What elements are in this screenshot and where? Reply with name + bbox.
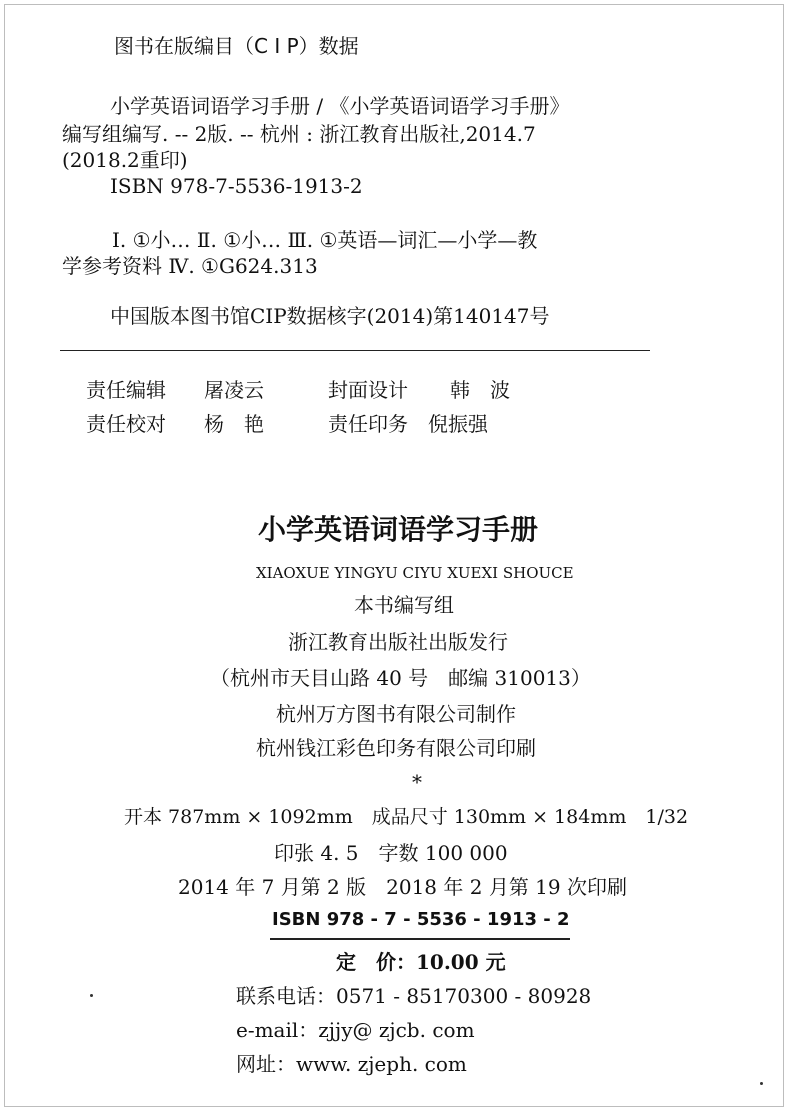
cip-isbn: ISBN 978-7-5536-1913-2: [110, 174, 363, 198]
editor-name: 屠凌云: [204, 378, 264, 402]
cover-design-label: 封面设计: [328, 378, 408, 402]
contact-phone: 联系电话：0571 - 85170300 - 80928: [236, 984, 592, 1008]
proofreader-label: 责任校对: [86, 412, 166, 436]
publisher: 浙江教育出版社出版发行: [288, 630, 508, 654]
print-manager-name: 倪振强: [428, 412, 488, 436]
price: 定 价：10.00 元: [336, 950, 506, 974]
edition-printing: 2014 年 7 月第 2 版 2018 年 2 月第 19 次印刷: [178, 875, 627, 899]
book-title: 小学英语词语学习手册: [258, 513, 539, 546]
publisher-address: （杭州市天目山路 40 号 邮编 310013）: [210, 666, 591, 690]
scan-speck: [90, 994, 93, 997]
book-title-pinyin: XIAOXUE YINGYU CIYU XUEXI SHOUCE: [256, 564, 574, 582]
scan-speck: [760, 1082, 763, 1085]
isbn: ISBN 978 - 7 - 5536 - 1913 - 2: [272, 909, 570, 930]
isbn-underline: [270, 938, 570, 940]
contact-email: e-mail：zjjy@ zjcb. com: [236, 1018, 475, 1042]
cip-line-2: 编写组编写. -- 2版. -- 杭州 : 浙江教育出版社,2014.7: [62, 122, 536, 146]
cip-heading: 图书在版编目（C I P）数据: [114, 34, 359, 58]
cip-line-3: (2018.2重印): [62, 148, 188, 172]
cip-approval-number: 中国版本图书馆CIP数据核字(2014)第140147号: [110, 304, 550, 328]
printer: 杭州钱江彩色印务有限公司印刷: [256, 736, 536, 760]
author: 本书编写组: [354, 593, 454, 617]
book-format: 开本 787mm × 1092mm 成品尺寸 130mm × 184mm 1/32: [124, 806, 689, 828]
separator-asterisk: *: [412, 770, 422, 794]
sheets-and-word-count: 印张 4. 5 字数 100 000: [274, 841, 508, 865]
print-manager-label: 责任印务: [328, 412, 408, 436]
cip-classification-1: Ⅰ. ①小… Ⅱ. ①小… Ⅲ. ①英语—词汇—小学—教: [112, 228, 538, 252]
cover-design-name: 韩 波: [450, 378, 510, 402]
website: 网址：www. zjeph. com: [236, 1052, 467, 1076]
cip-line-1: 小学英语词语学习手册 / 《小学英语词语学习手册》: [110, 94, 570, 118]
producer: 杭州万方图书有限公司制作: [276, 702, 516, 726]
proofreader-name: 杨 艳: [204, 412, 264, 436]
cip-classification-2: 学参考资料 Ⅳ. ①G624.313: [62, 254, 318, 278]
editor-label: 责任编辑: [86, 378, 166, 402]
cip-divider: [60, 350, 650, 351]
